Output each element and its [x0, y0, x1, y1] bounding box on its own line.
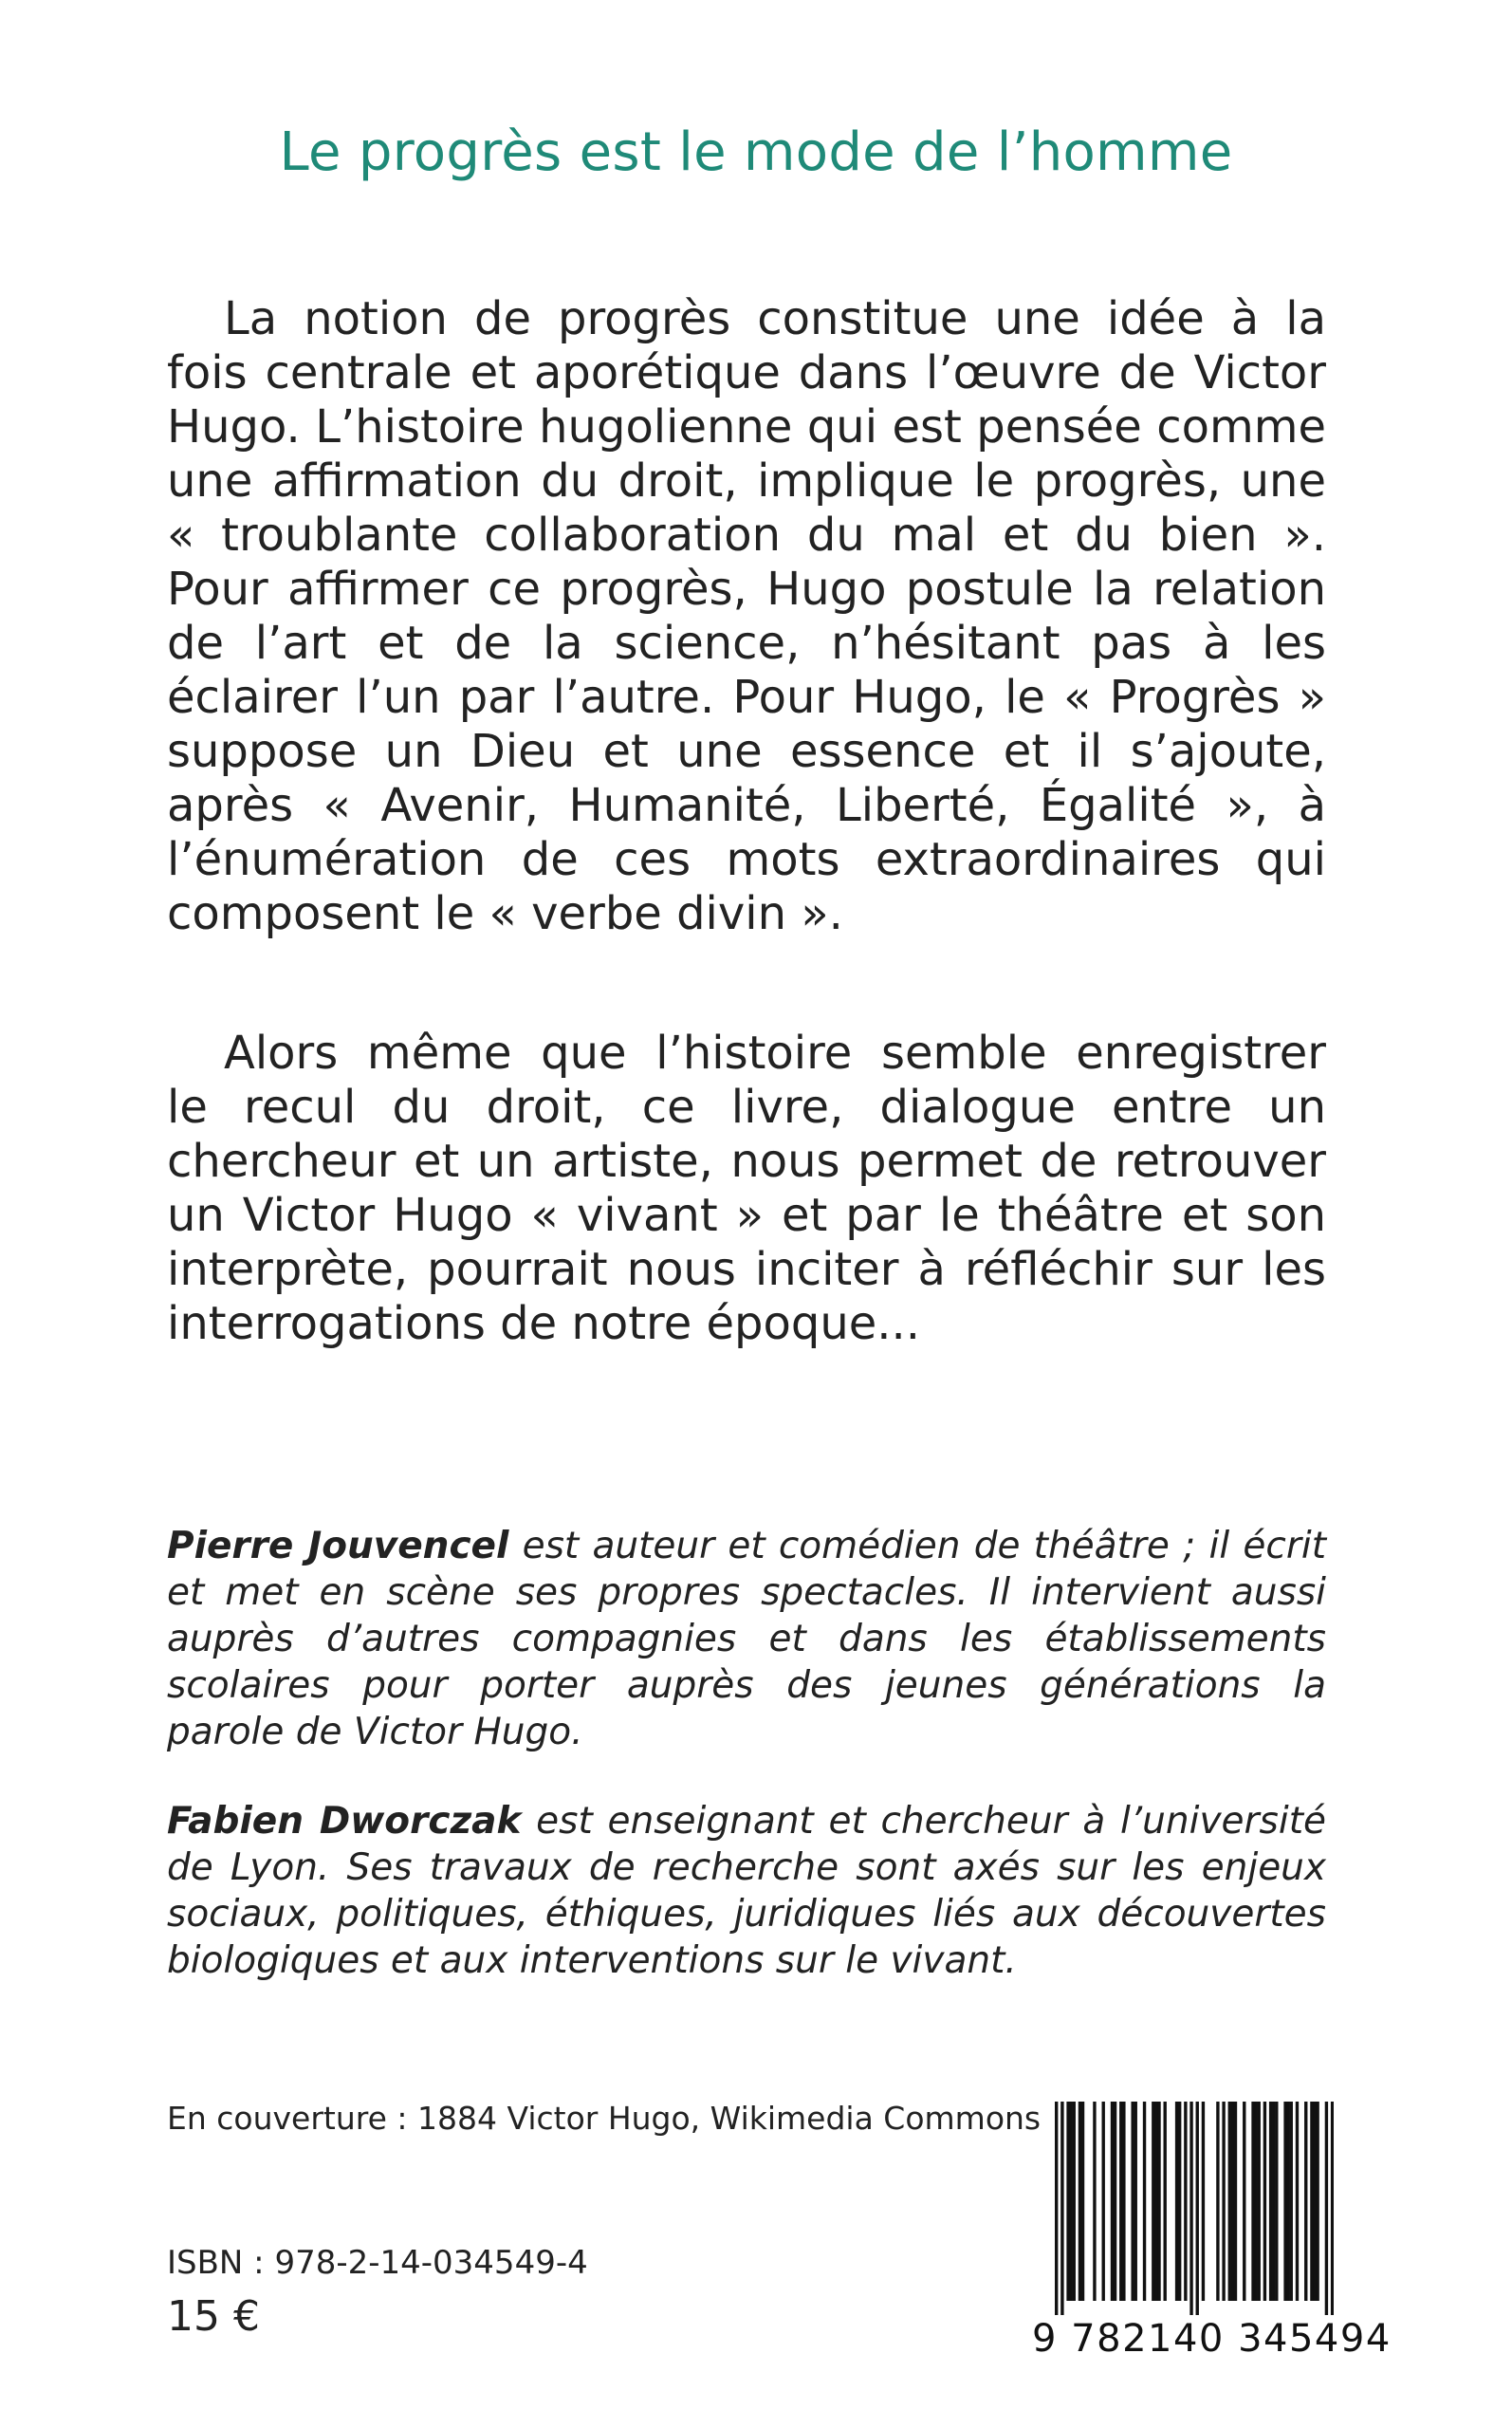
barcode-bar — [1152, 2102, 1154, 2301]
barcode-bar — [1275, 2102, 1278, 2301]
barcode-bar — [1272, 2102, 1275, 2301]
barcode-bar — [1283, 2102, 1286, 2301]
barcode-bar — [1269, 2102, 1272, 2301]
barcode-bar — [1202, 2102, 1205, 2301]
bio-first-line — [167, 1798, 1326, 1844]
barcode-bar — [1134, 2102, 1137, 2301]
barcode-bar — [1228, 2102, 1231, 2301]
text-line: fois centrale et aporétique dans l’œuvre de Victor — [167, 346, 1326, 399]
barcode-bar — [1184, 2102, 1187, 2301]
text-line: suppose un Dieu et une essence et il s’ajoute, — [167, 725, 1326, 778]
text-line: et met en scène ses propres spectacles. Il intervient aussi — [167, 1571, 1326, 1614]
text-line: scolaires pour porter auprès des jeunes générations la — [167, 1664, 1326, 1707]
barcode-bar — [1119, 2102, 1122, 2301]
text-line: sociaux, politiques, éthiques, juridiques liés aux découvertes — [167, 1893, 1326, 1936]
barcode-bar — [1069, 2102, 1072, 2301]
text-line: « troublante collaboration du mal et du bien ». — [167, 509, 1326, 562]
text-line: Hugo. L’histoire hugolienne qui est pensée comme — [167, 400, 1326, 454]
barcode-bar — [1304, 2102, 1307, 2301]
barcode-bar — [1060, 2102, 1063, 2315]
text-line: composent le « verbe divin ». — [167, 887, 843, 940]
barcode-bars — [1032, 2102, 1334, 2315]
barcode-bar — [1175, 2102, 1178, 2301]
barcode-digits: 9 782140 345494 — [1032, 2317, 1392, 2361]
text-line: un Victor Hugo « vivant » et par le théâtre et son — [167, 1189, 1326, 1242]
text-line: le recul du droit, ce livre, dialogue entre un — [167, 1081, 1326, 1134]
barcode-bar — [1254, 2102, 1257, 2301]
author-bio-dworczak — [167, 1798, 1326, 1984]
cover-credit: En couverture : 1884 Victor Hugo, Wikimedia Commons — [167, 2100, 1042, 2137]
barcode-bar — [1081, 2102, 1084, 2301]
text-line: de l’art et de la science, n’hésitant pas à les — [167, 617, 1326, 670]
text-line: auprès d’autres compagnies et dans les établissements — [167, 1618, 1326, 1660]
text-line: une affirmation du droit, implique le progrès, une — [167, 454, 1326, 508]
barcode-bar — [1290, 2102, 1293, 2301]
price: 15 € — [167, 2292, 260, 2341]
text-line: interprète, pourrait nous inciter à réfléchir sur les — [167, 1243, 1326, 1296]
author-name: Pierre Jouvencel — [167, 1525, 509, 1567]
barcode-bar — [1178, 2102, 1181, 2301]
barcode-bar — [1131, 2102, 1134, 2301]
bio-text: est enseignant et chercheur à l’université — [521, 1800, 1327, 1843]
barcode-bar — [1079, 2102, 1081, 2301]
author-bio-jouvencel — [167, 1523, 1326, 1755]
barcode-bar — [1331, 2102, 1334, 2315]
barcode-bar — [1216, 2102, 1219, 2301]
barcode-bar — [1313, 2102, 1316, 2301]
barcode-bar — [1231, 2102, 1234, 2301]
text-line: parole de Victor Hugo. — [167, 1711, 583, 1753]
text-line: chercheur et un artiste, nous permet de retrouver — [167, 1135, 1326, 1188]
text-line: éclairer l’un par l’autre. Pour Hugo, le « Progrès » — [167, 671, 1326, 724]
barcode-bar — [1164, 2102, 1167, 2301]
text-line: l’énumération de ces mots extraordinaires qui — [167, 833, 1326, 886]
barcode-bar — [1102, 2102, 1105, 2301]
author-name: Fabien Dworczak — [167, 1800, 522, 1843]
barcode-bar — [1073, 2102, 1076, 2301]
text-line: biologiques et aux interventions sur le vivant. — [167, 1939, 1017, 1982]
barcode-bar — [1263, 2102, 1266, 2301]
barcode-bar — [1189, 2102, 1192, 2315]
barcode-bar — [1111, 2102, 1114, 2301]
barcode-bar — [1143, 2102, 1146, 2301]
barcode-bar — [1157, 2102, 1160, 2301]
bio-first-line — [167, 1523, 1326, 1569]
text-line: après « Avenir, Humanité, Liberté, Égalité », à — [167, 779, 1326, 832]
bio-text: est auteur et comédien de théâtre ; il écrit — [508, 1525, 1327, 1567]
barcode-bar — [1243, 2102, 1245, 2301]
barcode-bar — [1296, 2102, 1299, 2301]
barcode-bar — [1325, 2102, 1328, 2315]
barcode-bar — [1093, 2102, 1096, 2301]
barcode-bar — [1154, 2102, 1157, 2301]
barcode-bar — [1234, 2102, 1237, 2301]
text-line: de Lyon. Ses travaux de recherche sont axés sur les enjeux — [167, 1846, 1326, 1889]
synopsis-paragraph-1 — [167, 292, 1326, 941]
isbn: ISBN : 978-2-14-034549-4 — [167, 2244, 588, 2282]
barcode-bar — [1258, 2102, 1261, 2301]
barcode-bar — [1114, 2102, 1116, 2301]
synopsis-paragraph-2 — [167, 1027, 1326, 1351]
barcode-bar — [1122, 2102, 1125, 2301]
barcode-bar — [1066, 2102, 1069, 2301]
barcode-bar — [1310, 2102, 1313, 2301]
barcode-bar — [1286, 2102, 1289, 2301]
barcode-bar — [1196, 2102, 1199, 2315]
text-line: Alors même que l’histoire semble enregistrer — [224, 1027, 1326, 1080]
text-line: Pour affirmer ce progrès, Hugo postule la relation — [167, 563, 1326, 616]
barcode-bar — [1316, 2102, 1318, 2301]
barcode-bar — [1055, 2102, 1058, 2315]
book-title: Le progrès est le mode de l’homme — [279, 121, 1233, 183]
text-line: interrogations de notre époque... — [167, 1297, 921, 1350]
text-line: La notion de progrès constitue une idée à la — [224, 292, 1326, 345]
barcode-bar — [1251, 2102, 1254, 2301]
barcode-bar — [1222, 2102, 1225, 2301]
